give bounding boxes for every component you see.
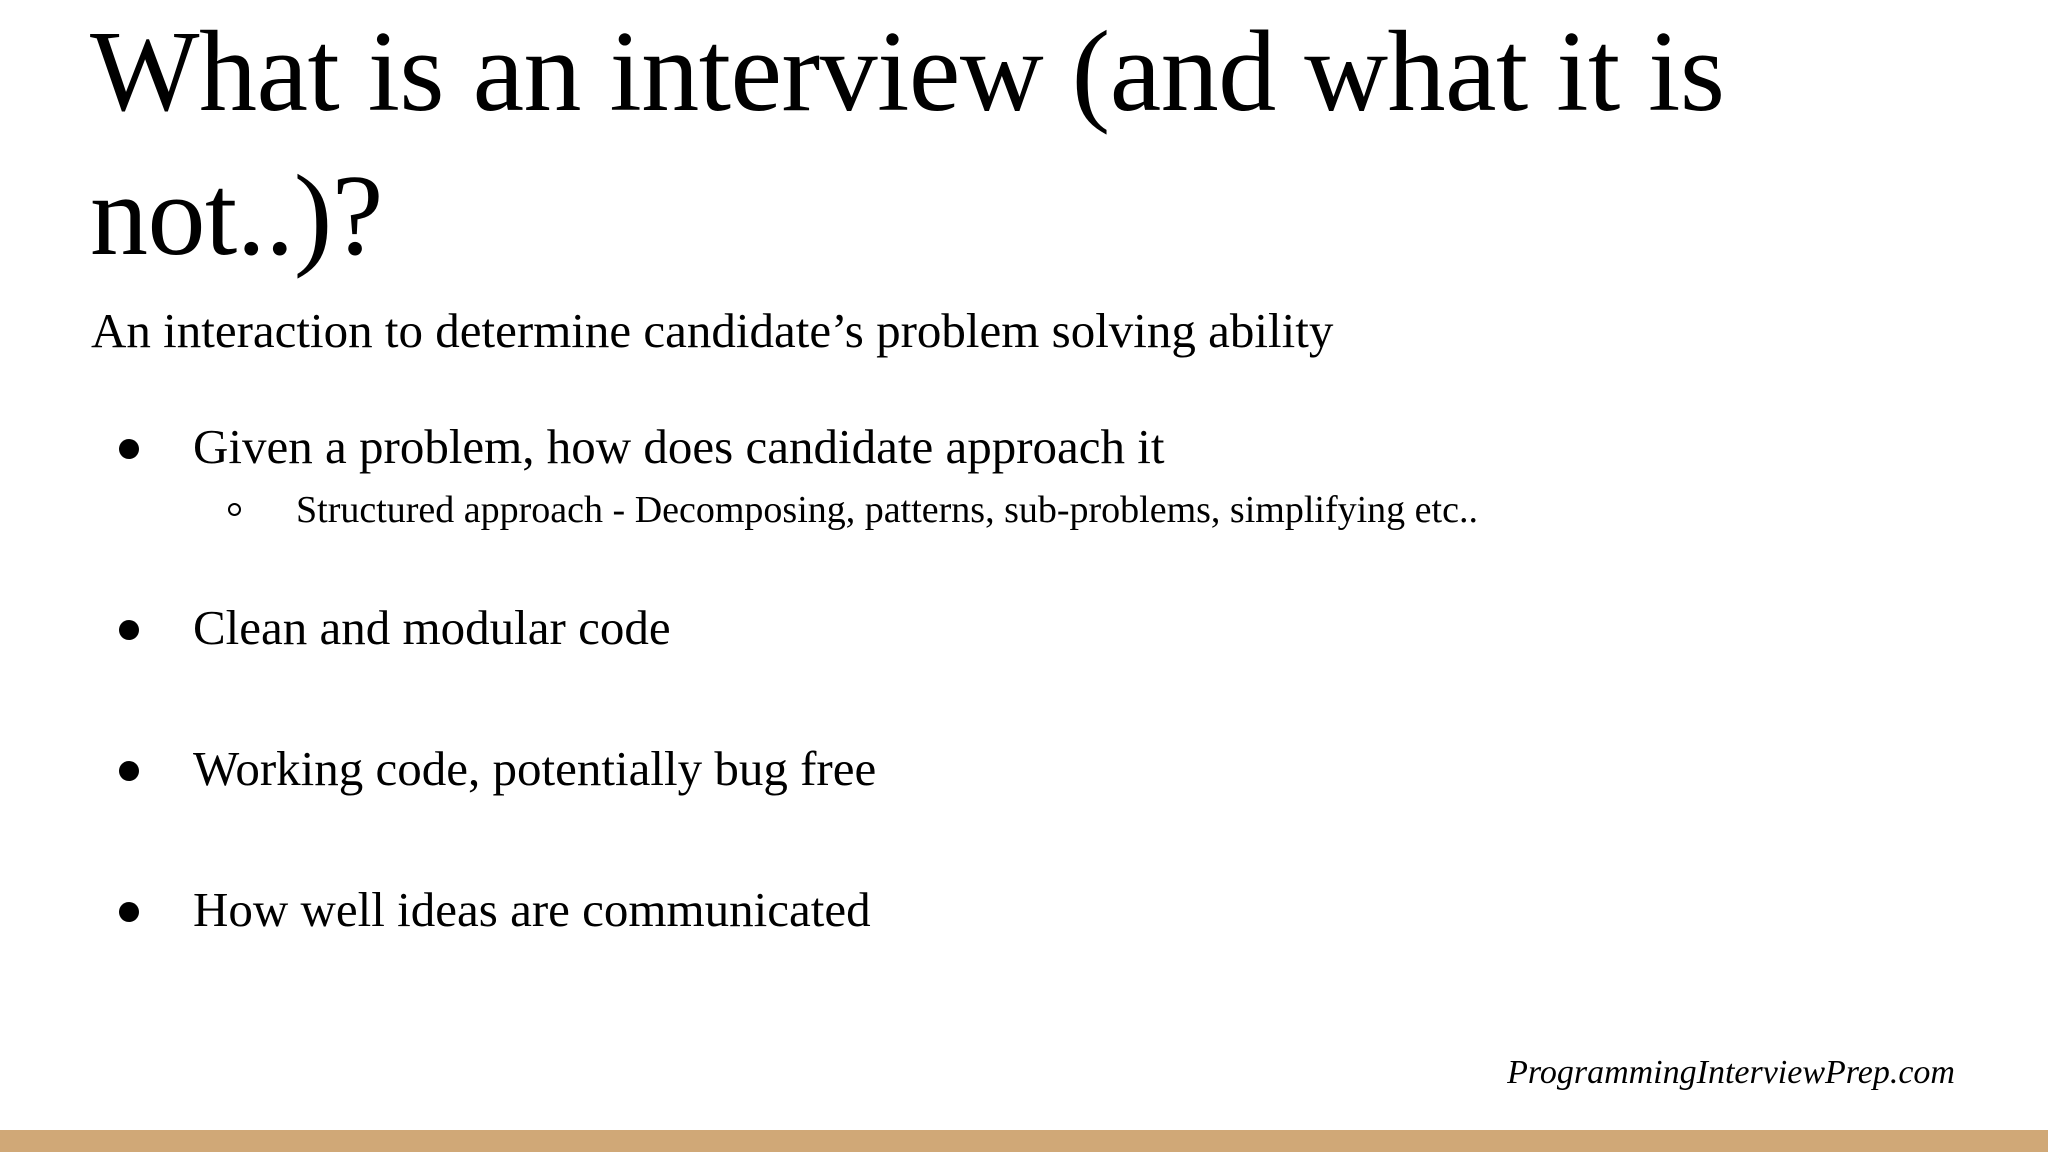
bullet-text: How well ideas are communicated <box>193 882 871 937</box>
bullet-item <box>0 873 1900 943</box>
sub-bullet-text: Structured approach - Decomposing, patterns, sub-problems, simplifying etc.. <box>296 489 1478 531</box>
bullet-text: Given a problem, how does candidate approach it <box>193 419 1165 474</box>
bullet-item <box>0 410 1900 480</box>
bullet-item <box>0 732 1900 802</box>
bullet-dot-icon <box>119 620 139 640</box>
footer-accent-bar <box>0 1130 2048 1152</box>
bullet-dot-icon <box>119 902 139 922</box>
bullet-dot-icon <box>119 439 139 459</box>
sub-bullet-ring-icon <box>228 503 241 516</box>
bullet-dot-icon <box>119 761 139 781</box>
slide-subtitle: An interaction to determine candidate’s problem solving ability <box>91 303 1334 358</box>
footer-website: ProgrammingInterviewPrep.com <box>1507 1054 1955 1091</box>
bullet-text: Working code, potentially bug free <box>193 741 877 796</box>
bullet-item <box>0 591 1900 661</box>
slide-title: What is an interview (and what it is not..)? <box>90 8 1725 280</box>
bullet-text: Clean and modular code <box>193 600 671 655</box>
sub-bullet-item <box>0 486 1900 536</box>
